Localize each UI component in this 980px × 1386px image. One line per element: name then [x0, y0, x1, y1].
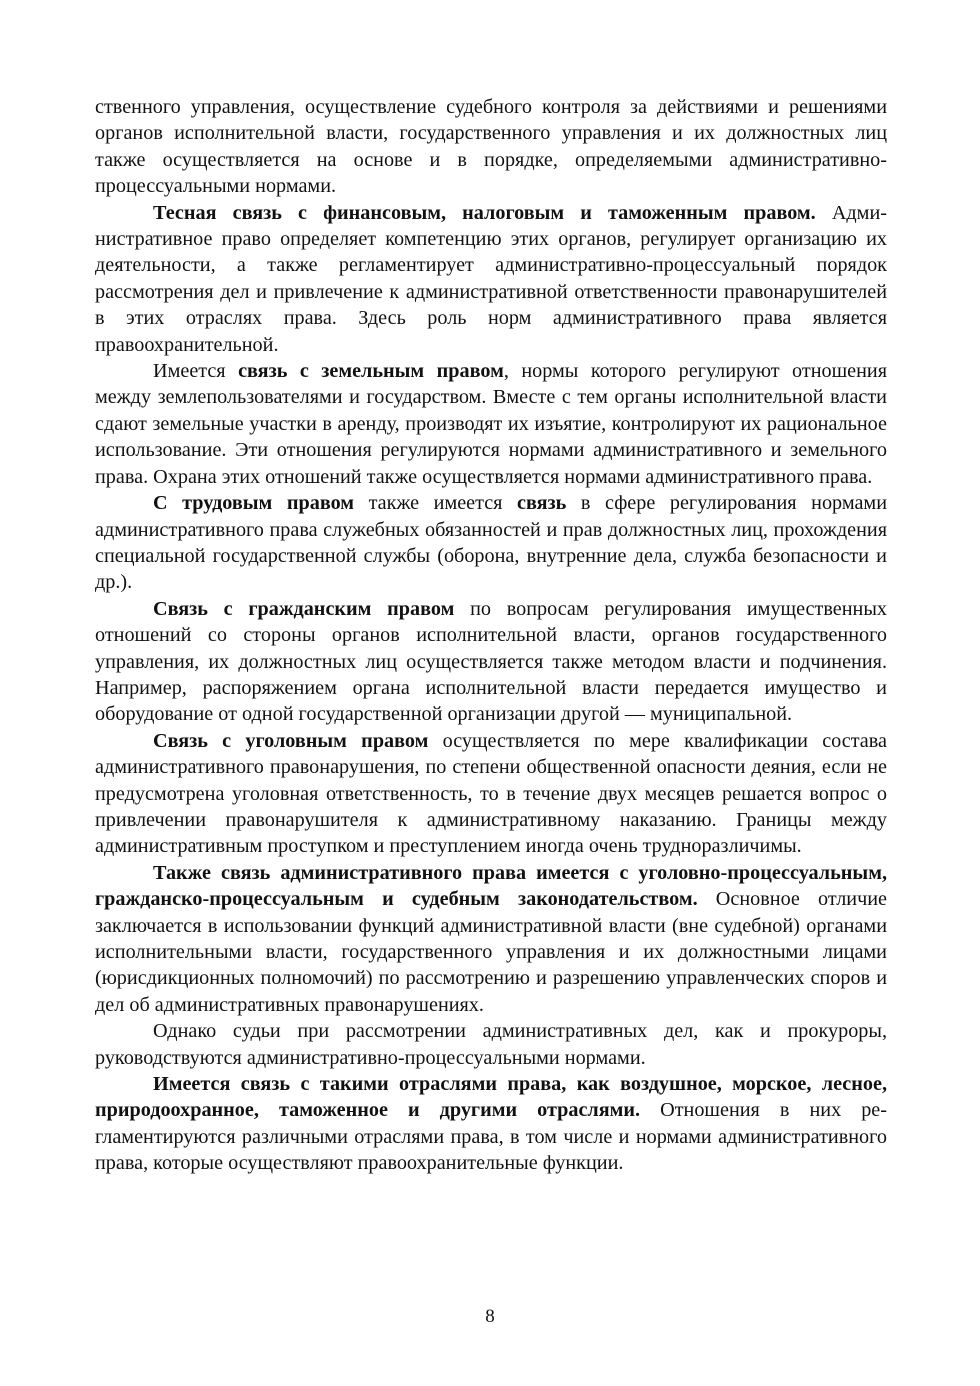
paragraph-heading: Имеется связь с такими отраслями права, как воздушное, морское, лесное, природоохранное, таможенное и другими отраслями. [95, 1073, 887, 1122]
paragraph-text: ственного управления, осуществление судебного контроля за действиями и решениями органов исполнительной власти, государственного управления и их должностных лиц также осуществляется на основе и в порядке, определяемыми административно-процессуальными нормами. [95, 96, 887, 198]
paragraph-text: Имеется [153, 360, 239, 383]
paragraph-heading: С трудовым правом [153, 492, 355, 515]
paragraph-other-branches [95, 1071, 887, 1177]
page-number: 8 [485, 1306, 495, 1327]
paragraph-judges [95, 1018, 887, 1071]
paragraph-text: , нормы которого регулируют отношения между землепользователями и государством. Вместе с тем органы исполнительной власти сдают земельные участки в аренду, производят их изъятие, контролируют их рациональное использование. Эти отношения регулируются нормами административного и земельного права. Охрана этих отношений также осуществляется нормами административного права. [95, 360, 887, 488]
paragraph-text: по вопросам регулирования имущественных отношений со стороны органов исполнительной власти, органов государственного управления, их должностных лиц осуществляется также методом власти и подчинения. Например, распоряжением органа исполнительной власти передается имущество и оборудование от одной государственной организации другой — муниципальной. [95, 597, 887, 726]
paragraph-procedural-law [95, 860, 887, 1018]
paragraph-land-law [95, 358, 887, 490]
paragraph-heading: Связь с уголовным правом [153, 729, 429, 752]
paragraph-heading: Тесная связь с финансовым, налоговым и таможенным правом. [153, 201, 816, 224]
paragraph-heading: Связь с гражданским правом [153, 597, 455, 620]
paragraph-labor-law [95, 490, 887, 596]
paragraph-text: осуществляется по мере квалификации состава административного правонарушения, по степени общественной опасности деяния, если не предусмотрена уголовная ответственность, то в течение двух месяцев решается вопрос о привлечении правонарушителя к административному наказанию. Границы между административным проступком и преступлением иногда очень трудноразличимы. [95, 729, 887, 858]
paragraph-heading: связь с земельным правом [238, 360, 504, 383]
paragraph-text: Однако судьи при рассмотрении административных дел, как и прокуроры, руководствуются административно-процессуальными нормами. [95, 1020, 887, 1069]
paragraph-text: также имеется [354, 492, 518, 515]
paragraph-criminal-law [95, 728, 887, 860]
paragraph-text: Отношения в них регламентируются различными отраслями права, в том числе и нормами административного права, которые осуществляют правоохранительные функции. [95, 1099, 887, 1175]
paragraph-text: Административное право определяет компетенцию этих органов, регулирует организацию их деятельности, а также регламентирует административно-процессуальный порядок рассмотрения дел и привлечение к административной ответственности правонарушителей в этих отраслях права. Здесь роль норм административного права является правоохранительной. [95, 201, 887, 356]
paragraph-text: Основное отличие заключается в использовании функций административной власти (вне судебной) органами исполнительными власти, государственного управления и их должностными лицами (юрисдикционных полномочий) по рассмотрению и разрешению управленческих споров и дел об административных правонарушениях. [95, 888, 888, 1016]
paragraph-civil-law [95, 596, 887, 728]
paragraph-financial-law [95, 200, 887, 358]
paragraph-text: в сфере регулирования нормами административного права служебных обязанностей и прав должностных лиц, прохождения специальной государственной службы (оборона, внутренние дела, служба безопасности и др.). [95, 492, 888, 594]
paragraph-heading: Также связь административного права имеется с уголовно-процессуальным, гражданско-процессуальным и судебным законодательством. [95, 861, 887, 911]
document-page [95, 94, 887, 1177]
paragraph-continuation [95, 94, 887, 200]
paragraph-emphasis: связь [517, 492, 567, 515]
